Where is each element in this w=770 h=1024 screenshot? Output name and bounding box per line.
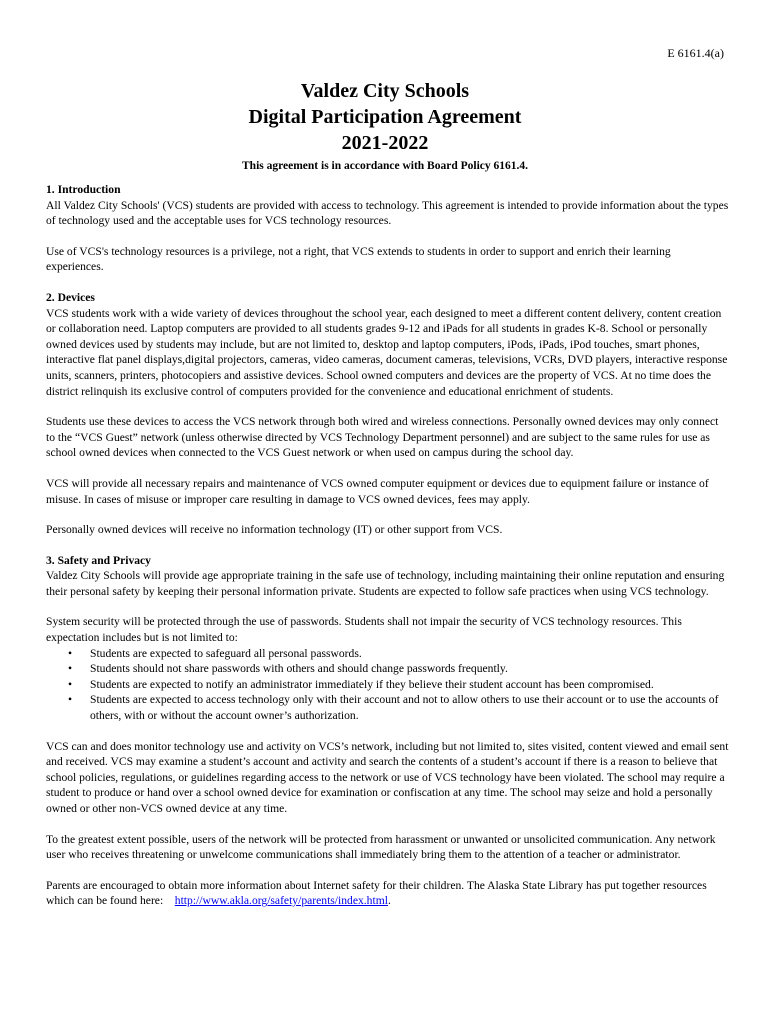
list-item: • Students are expected to safeguard all personal passwords. [90, 646, 730, 662]
paragraph: Use of VCS's technology resources is a privilege, not a right, that VCS extends to students in order to support and enrich their learning experiences. [46, 244, 671, 274]
paragraph-text: Parents are encouraged to obtain more information about Internet safety for their children. The Alaska State Library has put together resources which can be found here: [46, 878, 707, 908]
paragraph: To the greatest extent possible, users of the network will be protected from harassment or unwanted or unsolicited communication. Any network user who receives threatening or unwelcome communications shall immediately bring them to the attention of a teacher or administrator. [46, 832, 716, 862]
paragraph: Personally owned devices will receive no information technology (IT) or other support from VCS. [46, 523, 503, 537]
list-item: • Students are expected to access technology only with their account and not to allow others to use their account or to use the accounts of others, with or without the account owner’s authorization. [90, 692, 730, 723]
subtitle: This agreement is in accordance with Board Policy 6161.4. [242, 160, 528, 172]
internet-safety-link[interactable]: http://www.akla.org/safety/parents/index.html [174, 894, 388, 908]
paragraph: VCS can and does monitor technology use and activity on VCS’s network, including but not limited to, sites visited, content viewed and email sent and received. VCS may examine a student’s account and activity and search the contents of a student’s account if there is a reason to believe that school policies, regulations, or guidelines regarding access to the network or use of VCS technology have been violated. The school may require a student to produce or hand over a school owned device for examination or confiscation at any time. The school may seize and hold a personally owned or other non-VCS owned device at any time. [46, 739, 729, 815]
title-line-3: 2021-2022 [341, 132, 429, 154]
title-block [0, 78, 770, 174]
section-heading-safety: 3. Safety and Privacy [46, 553, 151, 567]
paragraph [46, 878, 730, 909]
paragraph: Students use these devices to access the VCS network through both wired and wireless connections. Personally owned devices may only connect to the “VCS Guest” network (unless otherwise directed by VCS Technology Department personnel) and are subject to the same rules for use as school owned devices when connected to the VCS Guest network or when used on campus during the school day. [46, 415, 719, 460]
list-item: • Students are expected to notify an administrator immediately if they believe their student account has been compromised. [90, 677, 730, 693]
section-heading-devices: 2. Devices [46, 290, 95, 304]
document-body [46, 182, 730, 909]
paragraph: All Valdez City Schools' (VCS) students are provided with access to technology. This agreement is intended to provide information about the types of technology used and the acceptable uses for VCS technology resources. [46, 198, 729, 228]
paragraph: System security will be protected through the use of passwords. Students shall not impair the security of VCS technology resources. This expectation includes but is not limited to: [46, 615, 682, 645]
section-heading-introduction: 1. Introduction [46, 183, 121, 196]
bullet-list [46, 646, 730, 724]
paragraph-end: . [387, 894, 391, 908]
title-line-2: Digital Participation Agreement [248, 106, 522, 128]
paragraph: Valdez City Schools will provide age appropriate training in the safe use of technology, including maintaining their online reputation and ensuring their personal safety by keeping their personal information private. Students are expected to follow safe practices when using VCS technology. [46, 569, 725, 598]
document-code: E 6161.4(a) [667, 46, 724, 60]
list-item: • Students should not share passwords with others and should change passwords frequently. [90, 661, 730, 677]
paragraph: VCS will provide all necessary repairs and maintenance of VCS owned computer equipment or devices due to equipment failure or instance of misuse. In cases of misuse or improper care resulting in damage to VCS owned devices, fees may apply. [46, 476, 709, 506]
paragraph: VCS students work with a wide variety of devices throughout the school year, each designed to meet a different content delivery, content creation or collaboration need. Laptop computers are provided to all students grades 9-12 and iPads for all students in grades K-8. School or personally owned devices used by students may include, but are not limited to, desktop and laptop computers, iPods, iPads, iPod touches, smart phones, interactive flat panel displays,digital projectors, cameras, video cameras, document cameras, televisions, VCRs, DVD players, interactive response units, scanners, printers, photocopiers and assistive devices. School owned computers and devices are the property of VCS. At no time does the district relinquish its exclusive control of computers provided for the convenience and educational enrichment of students. [46, 306, 728, 398]
title-line-1: Valdez City Schools [300, 80, 470, 102]
